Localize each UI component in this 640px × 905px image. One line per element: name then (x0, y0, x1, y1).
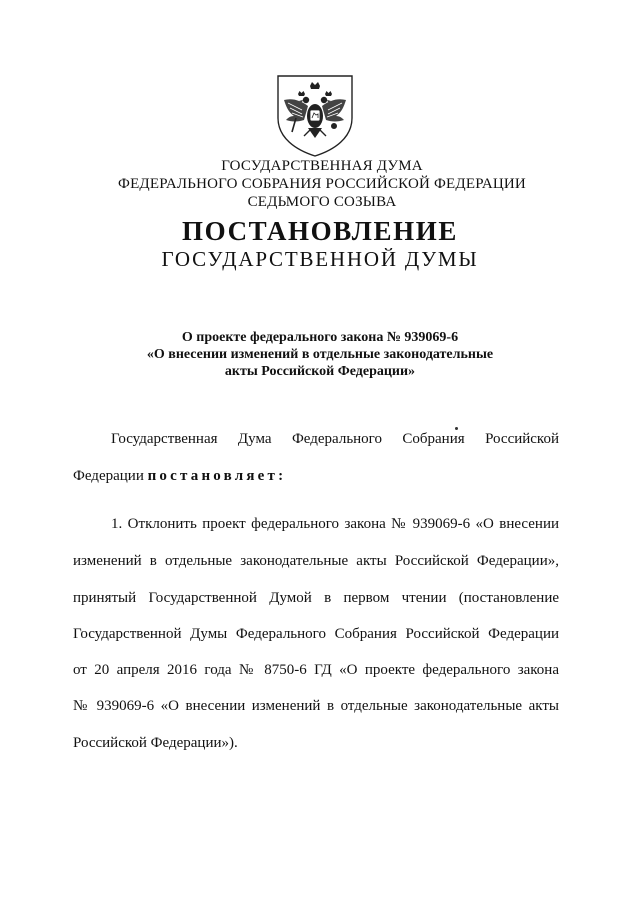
paragraph-line: № 939069-6 «О внесении изменений в отдельные законодательные акты (73, 698, 559, 714)
coat-of-arms-icon (272, 72, 358, 158)
title-line-1: О проекте федерального закона № 939069-6 (181, 330, 459, 345)
document-issuer-heading: ГОСУДАРСТВЕННОЙ ДУМЫ (161, 247, 479, 271)
scan-speck (455, 427, 458, 430)
paragraph-line: от 20 апреля 2016 года № 8750-6 ГД «О проекте федерального закона (73, 662, 559, 678)
paragraph-line: Государственной Думы Федерального Собрания Российской Федерации (73, 626, 559, 642)
header-line-3: СЕДЬМОГО СОЗЫВА (247, 194, 397, 210)
paragraph-line: Российской Федерации»). (73, 735, 238, 751)
header-line-2: ФЕДЕРАЛЬНОГО СОБРАНИЯ РОССИЙСКОЙ ФЕДЕРАЦИИ (118, 176, 526, 192)
preamble-line-2 (73, 468, 559, 485)
header-line-1: ГОСУДАРСТВЕННАЯ ДУМА (221, 158, 423, 174)
document-type-heading: ПОСТАНОВЛЕНИЕ (182, 216, 458, 246)
paragraph-line: 1. Отклонить проект федерального закона № 939069-6 «О внесении (111, 516, 559, 532)
preamble-resolves: постановляет: (147, 468, 287, 484)
paragraph-line: изменений в отдельные законодательные акты Российской Федерации», (73, 553, 559, 569)
title-line-2: «О внесении изменений в отдельные законодательные (146, 347, 494, 362)
paragraph-line: принятый Государственной Думой в первом чтении (постановление (73, 590, 559, 606)
preamble-line-1: Государственная Дума Федерального Собрания Российской (111, 431, 559, 447)
title-line-3: акты Российской Федерации» (224, 364, 416, 379)
preamble-prefix: Федерации (73, 468, 148, 484)
